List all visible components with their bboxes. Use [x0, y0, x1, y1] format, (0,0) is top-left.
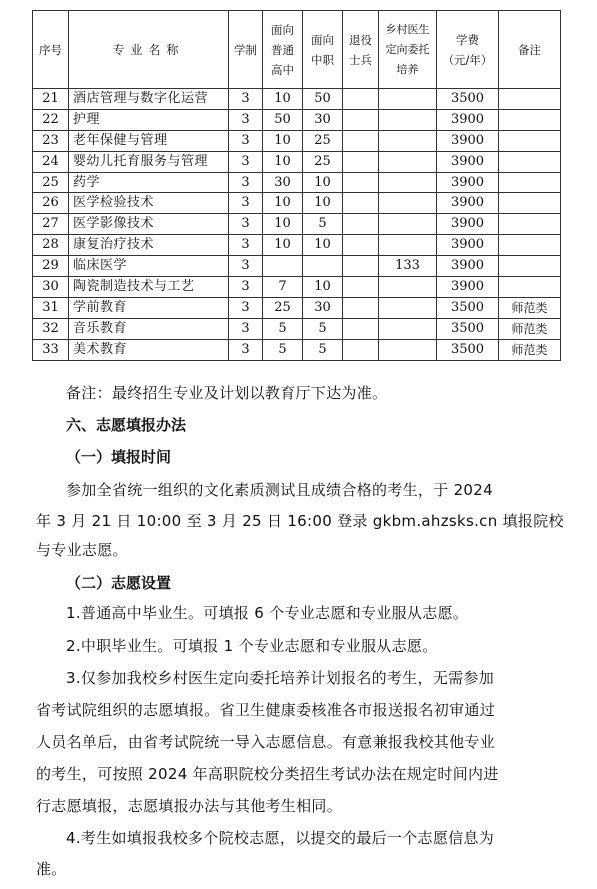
cell-fee: 3900: [437, 277, 499, 298]
cell-name: 陶瓷制造技术与工艺: [69, 277, 229, 298]
cell-name: 音乐教育: [69, 318, 229, 339]
cell-rd: [379, 151, 437, 172]
table-row: [33, 339, 561, 360]
table-row: [33, 318, 561, 339]
paragraph-line: 年 3 月 21 日 10:00 至 3 月 25 日 16:00 登录 gkbm.ahzsks.cn 填报院校: [36, 512, 564, 530]
list-item: 4.考生如填报我校多个院校志愿，以提交的最后一个志愿信息为: [66, 829, 495, 847]
cell-note: [499, 277, 561, 298]
cell-note: [499, 89, 561, 110]
cell-note: [499, 151, 561, 172]
cell-vs: 50: [303, 89, 343, 110]
table-row: [33, 130, 561, 151]
cell-years: 3: [229, 277, 263, 298]
cell-years: 3: [229, 214, 263, 235]
cell-no: 21: [33, 89, 69, 110]
cell-vet: [343, 339, 379, 360]
cell-note: [499, 214, 561, 235]
table-row: [33, 297, 561, 318]
cell-no: 30: [33, 277, 69, 298]
paragraph-line: 参加全省统一组织的文化素质测试且成绩合格的考生，于 2024: [66, 481, 493, 499]
cell-vet: [343, 151, 379, 172]
cell-vet: [343, 297, 379, 318]
table-header-row: [33, 11, 561, 89]
cell-rd: [379, 214, 437, 235]
cell-vs: 30: [303, 109, 343, 130]
cell-fee: 3500: [437, 339, 499, 360]
cell-hs: 10: [263, 214, 303, 235]
paragraph-line: 省考试院组织的志愿填报。省卫生健康委核准各市报送报名初审通过: [36, 701, 496, 719]
table-row: [33, 109, 561, 130]
cell-years: 3: [229, 256, 263, 277]
table-row: [33, 89, 561, 110]
cell-fee: 3900: [437, 214, 499, 235]
cell-years: 3: [229, 172, 263, 193]
header-highschool: 面向 普通 高中: [263, 11, 303, 89]
cell-hs: [263, 256, 303, 277]
cell-name: 临床医学: [69, 256, 229, 277]
cell-fee: 3500: [437, 89, 499, 110]
cell-name: 婴幼儿托育服务与管理: [69, 151, 229, 172]
cell-hs: 10: [263, 89, 303, 110]
cell-hs: 25: [263, 297, 303, 318]
cell-fee: 3900: [437, 193, 499, 214]
cell-vet: [343, 277, 379, 298]
cell-name: 老年保健与管理: [69, 130, 229, 151]
cell-no: 26: [33, 193, 69, 214]
section-heading: 六、志愿填报办法: [66, 416, 187, 434]
cell-fee: 3900: [437, 109, 499, 130]
cell-name: 酒店管理与数字化运营: [69, 89, 229, 110]
cell-name: 护理: [69, 109, 229, 130]
cell-hs: 10: [263, 130, 303, 151]
cell-vs: 10: [303, 277, 343, 298]
cell-years: 3: [229, 297, 263, 318]
cell-years: 3: [229, 109, 263, 130]
cell-years: 3: [229, 318, 263, 339]
header-note: 备注: [499, 11, 561, 89]
subsection-heading-settings: （二）志愿设置: [66, 574, 172, 592]
cell-rd: [379, 318, 437, 339]
cell-rd: [379, 130, 437, 151]
header-years: 学制: [229, 11, 263, 89]
cell-vs: 10: [303, 172, 343, 193]
cell-vs: 5: [303, 318, 343, 339]
cell-fee: 3500: [437, 318, 499, 339]
paragraph-line: 人员名单后，由省考试院统一导入志愿信息。有意兼报我校其他专业: [36, 733, 496, 751]
cell-years: 3: [229, 193, 263, 214]
list-item: 1.普通高中毕业生。可填报 6 个专业志愿和专业服从志愿。: [66, 604, 469, 622]
cell-no: 22: [33, 109, 69, 130]
table-row: [33, 277, 561, 298]
cell-no: 32: [33, 318, 69, 339]
cell-fee: 3900: [437, 151, 499, 172]
cell-no: 27: [33, 214, 69, 235]
cell-rd: [379, 89, 437, 110]
paragraph-line: 行志愿填报，志愿填报办法与其他考生相同。: [36, 797, 343, 815]
cell-rd: [379, 235, 437, 256]
header-name: 专业名称: [69, 11, 229, 89]
subsection-heading-time: （一）填报时间: [66, 448, 172, 466]
cell-vet: [343, 109, 379, 130]
cell-vet: [343, 318, 379, 339]
cell-vet: [343, 235, 379, 256]
cell-no: 28: [33, 235, 69, 256]
cell-fee: 3900: [437, 130, 499, 151]
list-item: 2.中职毕业生。可填报 1 个专业志愿和专业服从志愿。: [66, 637, 438, 655]
paragraph-line: 的考生，可按照 2024 年高职院校分类招生考试办法在规定时间内进: [36, 765, 499, 783]
cell-note: 师范类: [499, 297, 561, 318]
cell-hs: 10: [263, 151, 303, 172]
cell-note: 师范类: [499, 339, 561, 360]
cell-rd: [379, 193, 437, 214]
cell-note: [499, 256, 561, 277]
cell-years: 3: [229, 339, 263, 360]
header-veteran: 退役 士兵: [343, 11, 379, 89]
cell-note: [499, 235, 561, 256]
cell-no: 23: [33, 130, 69, 151]
cell-name: 药学: [69, 172, 229, 193]
table-row: [33, 193, 561, 214]
cell-rd: [379, 109, 437, 130]
cell-vs: 5: [303, 214, 343, 235]
cell-no: 31: [33, 297, 69, 318]
cell-vs: 10: [303, 235, 343, 256]
cell-note: [499, 109, 561, 130]
cell-no: 24: [33, 151, 69, 172]
cell-vet: [343, 172, 379, 193]
paragraph-line: 与专业志愿。: [36, 541, 128, 559]
enrollment-plan-table: [32, 10, 561, 361]
cell-note: [499, 193, 561, 214]
header-vocational: 面向 中职: [303, 11, 343, 89]
table-row: [33, 214, 561, 235]
cell-note: 师范类: [499, 318, 561, 339]
cell-hs: 10: [263, 235, 303, 256]
paragraph-line: 准。: [36, 860, 67, 878]
cell-name: 医学影像技术: [69, 214, 229, 235]
cell-hs: 5: [263, 339, 303, 360]
cell-rd: [379, 297, 437, 318]
cell-no: 33: [33, 339, 69, 360]
list-item: 3.仅参加我校乡村医生定向委托培养计划报名的考生，无需参加: [66, 669, 495, 687]
cell-fee: 3900: [437, 256, 499, 277]
cell-note: [499, 172, 561, 193]
cell-years: 3: [229, 151, 263, 172]
cell-no: 25: [33, 172, 69, 193]
cell-name: 医学检验技术: [69, 193, 229, 214]
cell-hs: 10: [263, 193, 303, 214]
cell-vs: 25: [303, 151, 343, 172]
table-row: [33, 235, 561, 256]
table-row: [33, 256, 561, 277]
table-row: [33, 151, 561, 172]
cell-vs: 10: [303, 193, 343, 214]
cell-no: 29: [33, 256, 69, 277]
cell-hs: 7: [263, 277, 303, 298]
header-no: 序号: [33, 11, 69, 89]
header-fee: 学费 （元/年）: [437, 11, 499, 89]
cell-rd: [379, 339, 437, 360]
cell-years: 3: [229, 235, 263, 256]
cell-years: 3: [229, 130, 263, 151]
cell-fee: 3500: [437, 297, 499, 318]
cell-vs: 30: [303, 297, 343, 318]
table-row: [33, 172, 561, 193]
cell-rd: [379, 172, 437, 193]
cell-years: 3: [229, 89, 263, 110]
cell-fee: 3900: [437, 235, 499, 256]
cell-vet: [343, 193, 379, 214]
cell-note: [499, 130, 561, 151]
cell-name: 学前教育: [69, 297, 229, 318]
header-rural-doctor: 乡村医生 定向委托 培养: [379, 11, 437, 89]
cell-hs: 50: [263, 109, 303, 130]
cell-vs: [303, 256, 343, 277]
cell-vet: [343, 130, 379, 151]
cell-vet: [343, 89, 379, 110]
cell-hs: 30: [263, 172, 303, 193]
cell-fee: 3900: [437, 172, 499, 193]
cell-vet: [343, 256, 379, 277]
table-remark: 备注：最终招生专业及计划以教育厅下达为准。: [66, 384, 388, 402]
cell-rd: 133: [379, 256, 437, 277]
cell-rd: [379, 277, 437, 298]
cell-name: 康复治疗技术: [69, 235, 229, 256]
cell-vs: 5: [303, 339, 343, 360]
cell-vs: 25: [303, 130, 343, 151]
cell-hs: 5: [263, 318, 303, 339]
cell-name: 美术教育: [69, 339, 229, 360]
cell-vet: [343, 214, 379, 235]
